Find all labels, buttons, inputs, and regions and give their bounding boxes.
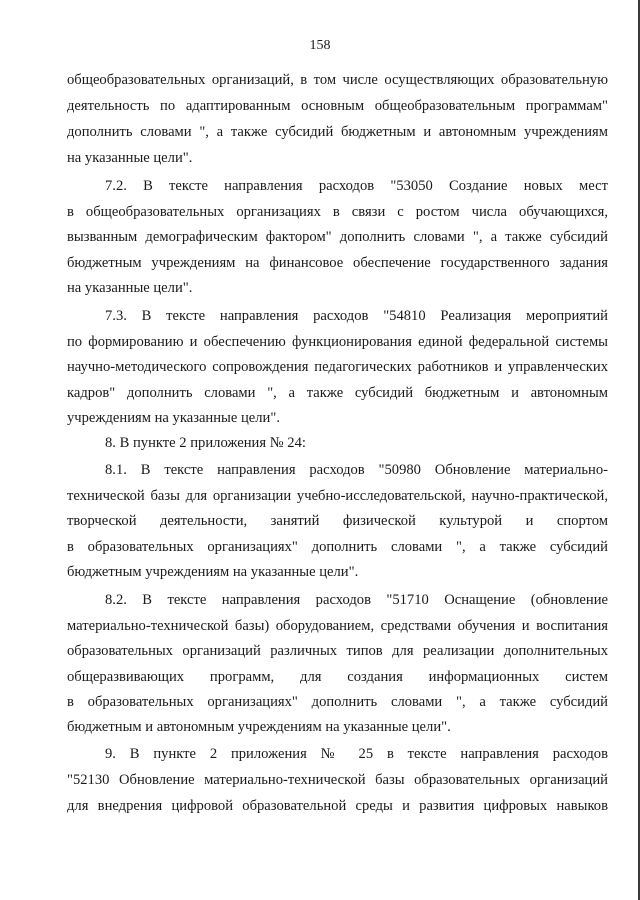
text-line: творческой деятельности, занятий физической культурой и спортом [67,513,608,529]
text-line: на указанные цели". [67,280,193,296]
text-line: дополнить словами ", а также субсидий бюджетным и автономным учреждениям [67,124,608,140]
text-line: в образовательных организациях" дополнить словами ", а также субсидий [67,539,608,555]
text-line: в общеобразовательных организациях в связи с ростом числа обучающихся, [67,204,608,220]
text-line: кадров" дополнить словами ", а также субсидий бюджетным и автономным [67,385,608,401]
text-line: 8.1. В тексте направления расходов "50980 Обновление материально- [105,462,608,478]
text-line: материально-технической базы) оборудованием, средствами обучения и воспитания [67,618,608,634]
text-line: технической базы для организации учебно-исследовательской, научно-практической, [67,488,608,504]
page-number: 158 [309,38,331,53]
text-line: 7.2. В тексте направления расходов "53050 Создание новых мест [105,178,608,194]
text-line: научно-методического сопровождения педагогических работников и управленческих [67,359,608,375]
text-line: для внедрения цифровой образовательной среды и развития цифровых навыков [67,798,608,814]
text-line: бюджетным учреждениям на финансовое обеспечение государственного задания [67,255,608,271]
text-line: по формированию и обеспечению функционирования единой федеральной системы [67,334,608,350]
text-line: 8.2. В тексте направления расходов "51710 Оснащение (обновление [105,592,608,608]
text-line: деятельность по адаптированным основным общеобразовательным программам" [67,98,608,114]
text-line: 8. В пункте 2 приложения № 24: [105,435,306,451]
text-line: в образовательных организациях" дополнить словами ", а также субсидий [67,694,608,710]
text-line: бюджетным и автономным учреждениям на указанные цели". [67,719,451,735]
text-line: бюджетным учреждениям на указанные цели". [67,564,359,580]
text-line: 7.3. В тексте направления расходов "54810 Реализация мероприятий [105,308,608,324]
text-line: "52130 Обновление материально-технической базы образовательных организаций [67,772,608,788]
text-line: учреждениям на указанные цели". [67,410,280,426]
text-line: общеразвивающих программ, для создания информационных систем [67,669,608,685]
text-line: 9. В пункте 2 приложения № 25 в тексте направления расходов [105,746,608,762]
text-line: на указанные цели". [67,150,193,166]
text-line: общеобразовательных организаций, в том числе осуществляющих образовательную [67,72,608,88]
text-line: вызванным демографическим фактором" дополнить словами ", а также субсидий [67,229,608,245]
text-line: образовательных организаций различных типов для реализации дополнительных [67,643,608,659]
